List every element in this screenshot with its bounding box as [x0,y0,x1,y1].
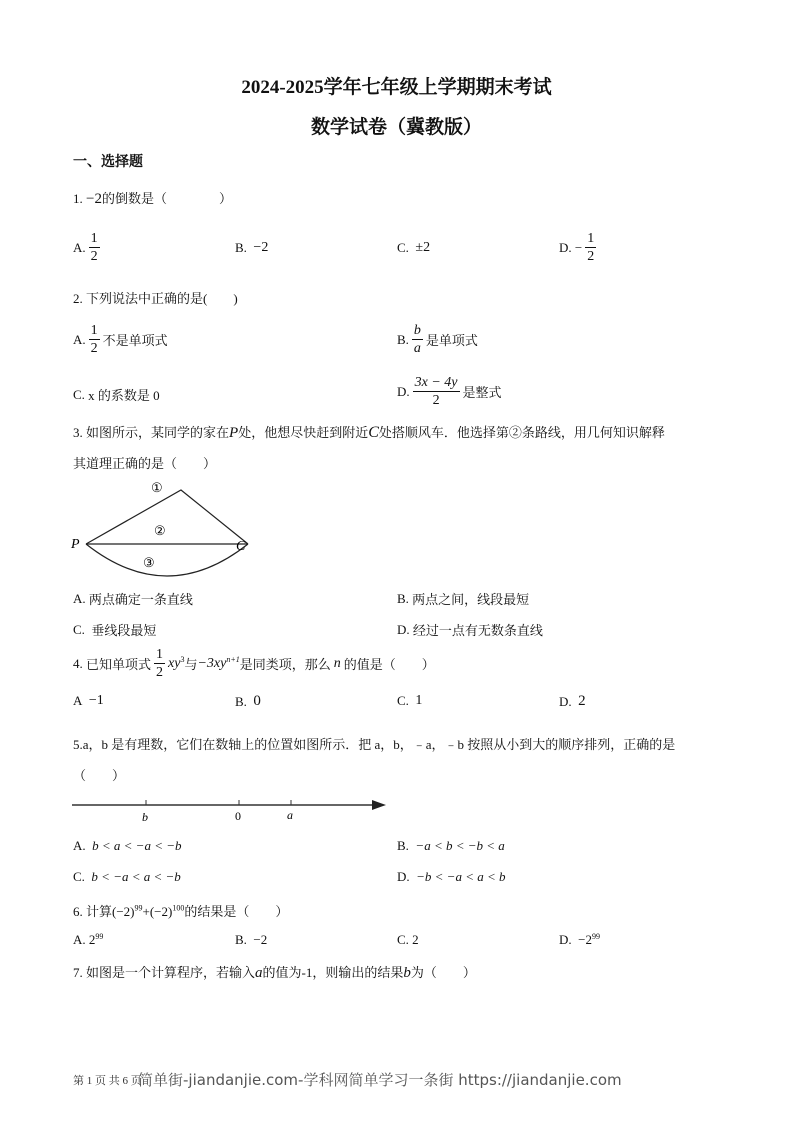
question-text: 处，他想尽快赶到附近 [238,425,369,440]
option-text: −a < b < −b < a [415,838,505,853]
denominator: 2 [587,249,595,264]
numerator: 1 [156,647,164,662]
question-text: 如图所示，某同学的家在 [86,425,230,440]
option-label: C. [73,869,85,884]
q1-option-c[interactable] [397,240,430,256]
q2-option-b[interactable] [397,322,478,357]
variable-n: n [333,655,341,671]
exponent: 99 [95,932,104,941]
option-text: 垂线段最短 [91,623,157,638]
question-text: 的值是（ ） [343,657,435,672]
question-number: 1. [73,191,83,206]
fraction [154,646,165,681]
question-number: 2. [73,291,83,306]
section-heading: 一、选择题 [73,155,143,170]
variable-a: a [255,965,263,981]
fraction [585,230,596,265]
denominator: 2 [90,341,98,356]
minus-sign: − [574,239,583,255]
exam-title: 2024-2025学年七年级上学期期末考试 [241,77,552,98]
option-label: D. [397,869,410,884]
q6-option-d[interactable] [559,932,600,948]
question-number: 4. [73,655,83,671]
numerator: 1 [90,231,98,246]
denominator: 2 [90,249,98,264]
numerator: 1 [587,231,595,246]
q2-option-a[interactable] [73,322,168,357]
exponent: 3 [180,655,185,664]
q2-option-d[interactable] [397,374,502,409]
denominator: 2 [156,665,164,680]
question-text: 下列说法中正确的是( ) [86,291,238,306]
label-a: a [287,808,293,822]
fraction [412,322,423,357]
question-text: 计算(−2) [86,904,135,919]
option-label: C. [397,932,409,947]
question-5-stem-line2: （ ） [73,768,126,783]
option-text: 2 [412,932,419,947]
label-0: 0 [235,809,241,823]
option-text: 是单项式 [425,333,478,348]
option-text: −2 [253,932,268,947]
option-label: A. [73,932,86,947]
point-p-label: P [71,537,80,552]
route-diagram [68,478,258,583]
q5-option-c[interactable] [73,869,181,885]
option-label: B. [397,838,409,853]
route-1-label: ① [151,480,163,495]
option-label: A. [73,331,86,347]
question-3-stem-line2: 其道理正确的是（ ） [73,456,217,471]
option-text: 两点确定一条直线 [88,592,193,607]
numerator: 3x − 4y [414,375,458,390]
question-7-stem [73,962,476,982]
option-label: C. [73,386,85,402]
question-3-stem-line1 [73,422,665,442]
question-text: 处搭顺风车．他选择第②条路线，用几何知识解释 [378,425,665,440]
option-text: 2 [578,693,586,709]
question-text: 已知单项式 [86,657,152,672]
option-label: D. [559,932,572,947]
option-label: D. [559,693,572,709]
question-text: 的倒数是（ ） [101,191,232,206]
question-2-stem [73,288,238,307]
variable-b: b [403,965,411,981]
exam-subtitle: 数学试卷（冀教版） [310,117,482,138]
option-label: C. [397,693,409,708]
fraction [413,374,460,409]
question-1-stem [73,188,232,208]
exponent: 100 [172,903,185,913]
option-label: D. [559,239,572,255]
question-text: 的结果是（ ） [184,904,289,919]
option-label: A. [73,590,86,606]
q3-option-b[interactable] [397,589,529,608]
option-text: b < −a < a < −b [91,869,181,884]
page-number: 第 1 页 共 6 页 [73,1075,142,1087]
route-3-label: ③ [143,555,155,570]
q3-option-a[interactable] [73,589,193,608]
option-text: −b < −a < a < b [416,869,506,884]
option-text: −2 [253,240,269,255]
q4-option-a[interactable] [73,693,104,709]
q3-option-d[interactable] [397,620,543,639]
option-text: 1 [415,693,423,708]
option-text: ±2 [415,240,431,255]
route-2-label: ② [154,523,166,538]
option-label: B. [235,932,247,947]
question-text: 如图是一个计算程序，若输入 [86,965,256,980]
option-text: x 的系数是 0 [88,388,160,403]
option-base: 2 [88,932,96,947]
option-base: −2 [578,932,592,947]
option-label: D. [397,621,410,637]
q4-option-b[interactable] [235,693,261,710]
label-b: b [142,810,148,824]
option-label: B. [397,590,409,606]
fraction [89,322,100,357]
number-line [70,795,390,825]
question-6-stem [73,901,288,920]
q1-option-a[interactable] [73,230,103,265]
q3-option-c[interactable] [73,620,156,639]
variable-c: C [368,424,379,441]
option-label: A [73,693,83,708]
q4-option-d[interactable] [559,693,586,710]
watermark-link[interactable]: 简单街-jiandanjie.com-学科网简单学习一条街 https://jiandanjie.com [138,1071,622,1089]
q6-option-b[interactable] [235,932,267,948]
option-text: 两点之间，线段最短 [412,592,530,607]
q4-option-c[interactable] [397,693,422,709]
q5-option-a[interactable] [73,838,182,854]
question-text: +(−2) [142,904,173,919]
option-label: A. [73,239,86,255]
option-text: 是整式 [462,385,502,400]
option-label: C. [397,240,409,255]
monomial-1: xy [168,655,181,671]
question-text: 的值为-1，则输出的结果 [262,965,404,980]
question-number: 3. [73,425,83,440]
option-text: 0 [253,693,261,709]
denominator: a [413,341,421,356]
option-label: C. [73,621,85,637]
q6-option-c[interactable] [397,932,419,948]
option-text: 经过一点有无数条直线 [412,623,543,638]
arrow-right-icon [372,800,386,810]
q1-option-d[interactable] [559,230,599,265]
option-text: b < a < −a < −b [92,838,182,853]
exponent: 99 [134,903,143,913]
fraction [89,230,100,265]
option-label: B. [235,693,247,709]
question-number: 7. [73,965,83,980]
question-text: 是同类项，那么 [239,657,331,672]
route-3-path [86,544,248,576]
point-c-label: C [236,539,246,554]
question-5-stem-line1 [73,734,675,753]
exponent: 99 [591,932,600,941]
variable-p: P [229,425,239,441]
option-label: B. [235,240,247,255]
route-1-path [86,490,248,544]
monomial-2: −3xy [197,655,227,671]
option-text: 不是单项式 [102,333,168,348]
question-number: 6. [73,904,83,919]
question-text: 为（ ） [410,965,476,980]
option-label: A. [73,838,86,853]
denominator: 2 [432,393,440,408]
q6-option-a[interactable] [73,932,103,948]
option-text: −1 [88,693,104,708]
numerator: 1 [90,323,98,338]
option-label: B. [397,331,409,347]
question-4-stem [73,646,435,681]
exponent: n+1 [226,655,240,664]
math-expression: −2 [86,191,102,207]
q5-option-d[interactable] [397,869,506,885]
question-number: 5. [73,737,83,752]
q5-option-b[interactable] [397,838,505,854]
q1-option-b[interactable] [235,240,268,256]
option-label: D. [397,383,410,399]
question-text: a，b 是有理数，它们在数轴上的位置如图所示．把 a，b，﹣a，﹣b 按照从小到大的顺序排列，正确的是 [82,737,676,752]
numerator: b [413,323,421,338]
q2-option-c[interactable] [73,385,160,404]
question-text: 与 [184,657,198,672]
